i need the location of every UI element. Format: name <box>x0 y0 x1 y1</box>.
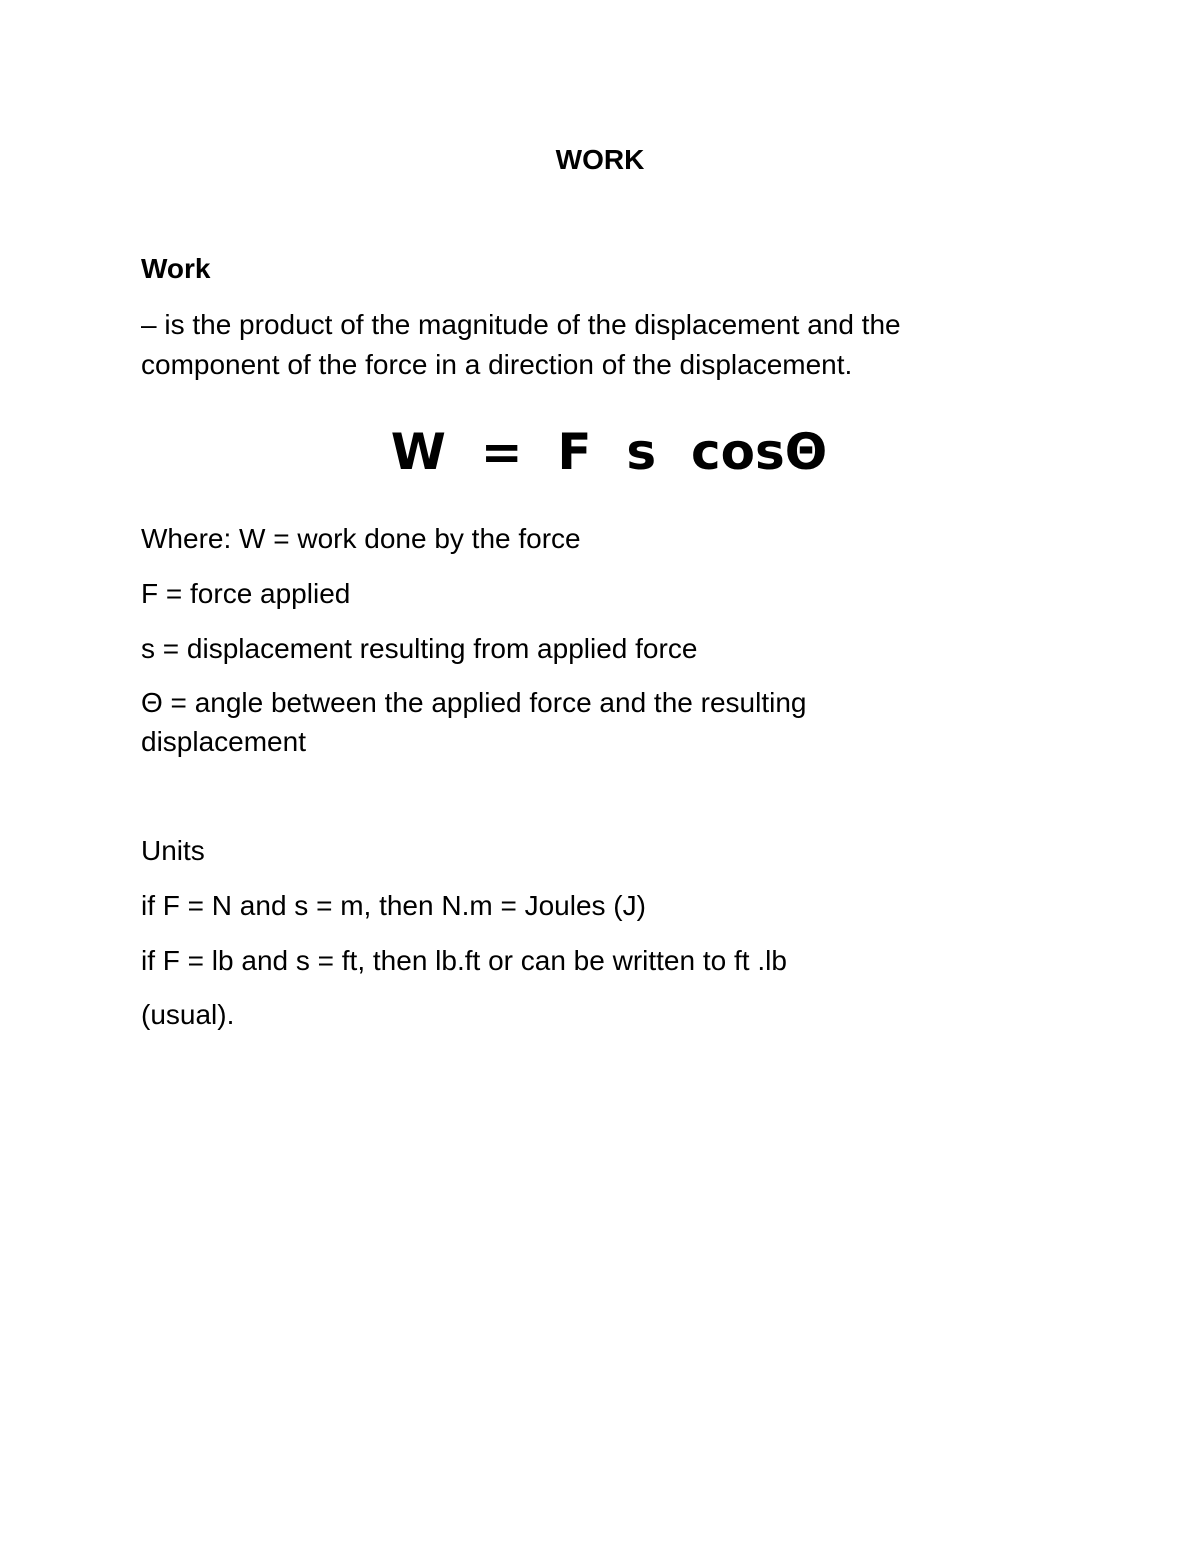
definition-line-1: – is the product of the magnitude of the displacement and the <box>141 309 901 340</box>
variable-theta-line-2: displacement <box>141 726 306 757</box>
units-imperial-line-2: (usual). <box>141 999 235 1030</box>
definition-term: Work <box>141 253 211 284</box>
definition-line-2: component of the force in a direction of the displacement. <box>141 349 853 380</box>
work-formula: W = F s cosΘ <box>390 423 828 481</box>
variable-displacement: s = displacement resulting from applied force <box>141 633 698 664</box>
units-heading: Units <box>141 835 205 866</box>
variable-force: F = force applied <box>141 578 351 609</box>
variable-where: Where: W = work done by the force <box>141 523 581 554</box>
units-si: if F = N and s = m, then N.m = Joules (J) <box>141 890 646 921</box>
units-imperial-line-1: if F = lb and s = ft, then lb.ft or can be written to ft .lb <box>141 945 787 976</box>
variable-theta-line-1: Θ = angle between the applied force and the resulting <box>141 687 807 718</box>
page-title: WORK <box>555 144 645 175</box>
